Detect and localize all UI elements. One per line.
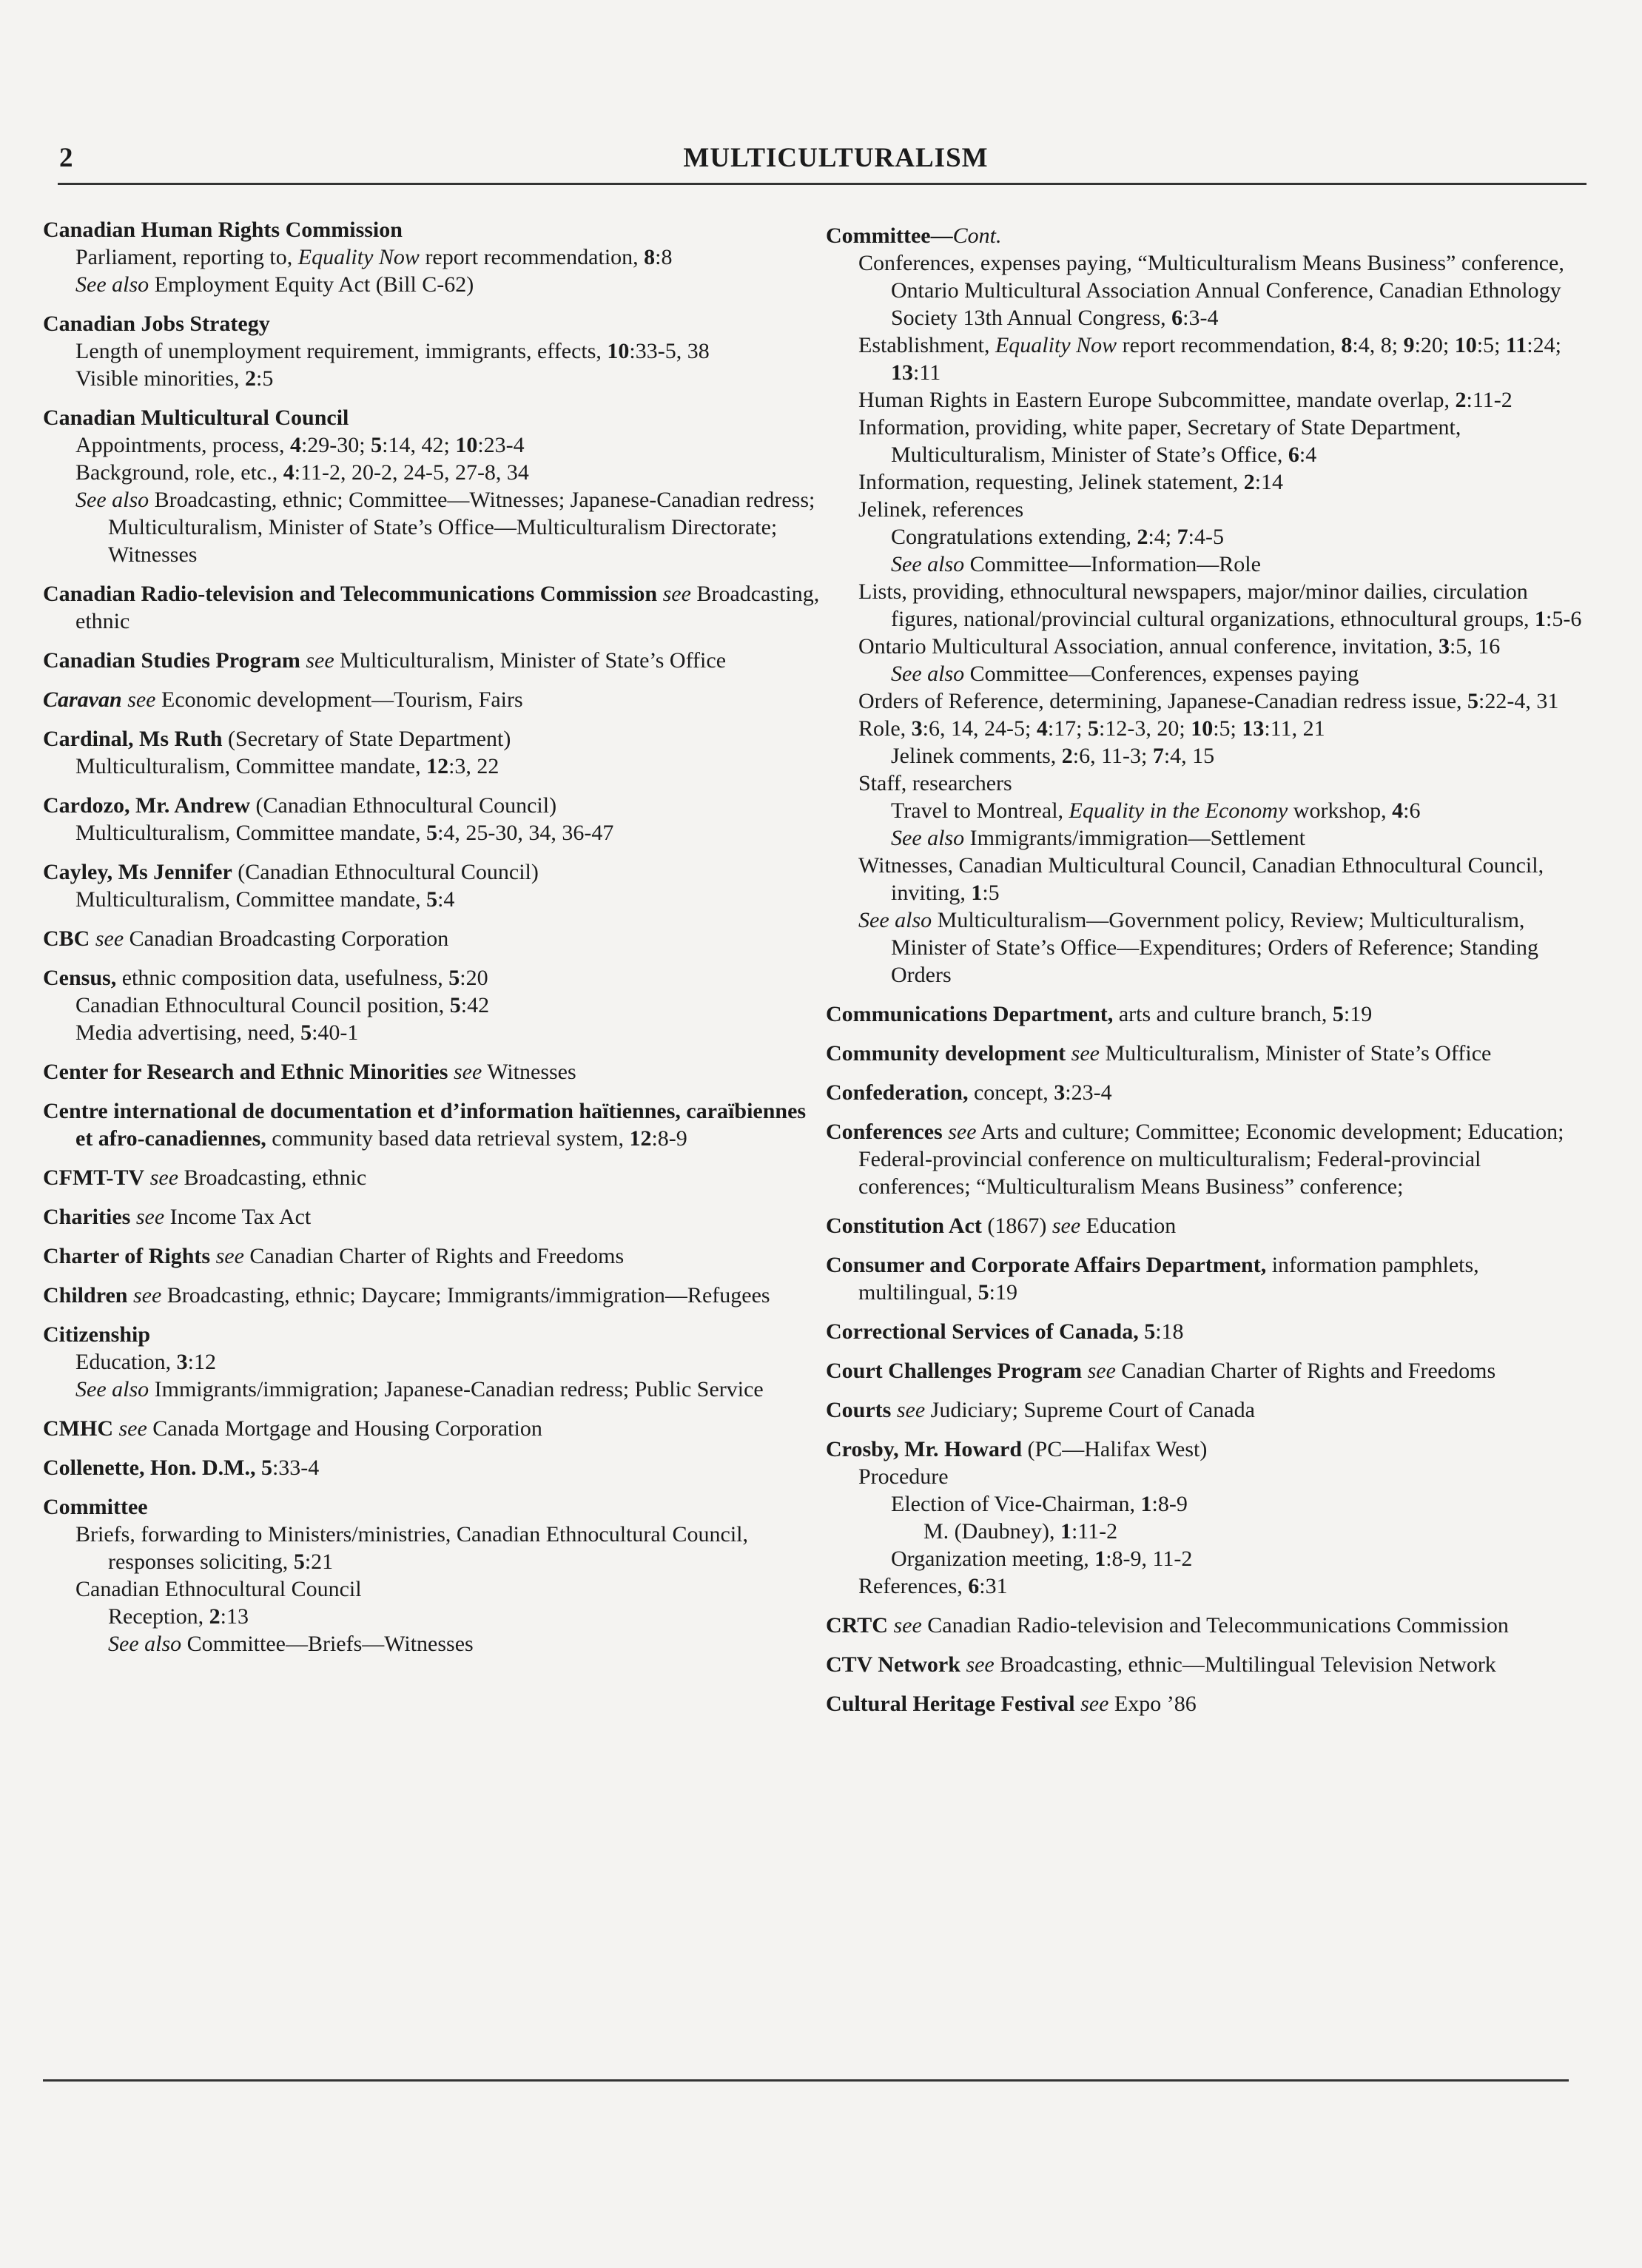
index-entry xyxy=(826,1612,1588,1639)
index-subentry: Congratulations extending, 2:4; 7:4-5 xyxy=(891,525,1224,549)
index-heading: Charities see Income Tax Act xyxy=(43,1205,312,1229)
index-heading: Canadian Human Rights Commission xyxy=(43,218,403,242)
right-column xyxy=(826,222,1588,1729)
index-subentry: Information, requesting, Jelinek statement, 2:14 xyxy=(858,470,1284,494)
index-heading: Courts see Judiciary; Supreme Court of Canada xyxy=(826,1398,1255,1422)
index-heading: Center for Research and Ethnic Minorities see Witnesses xyxy=(43,1060,576,1084)
index-entry xyxy=(826,1318,1588,1345)
index-subentry: Lists, providing, ethnocultural newspapers, major/minor dailies, circulation figures, national/provincial cultural organizations, ethnocultural groups, 1:5-6 xyxy=(858,579,1582,631)
running-title: MULTICULTURALISM xyxy=(683,143,989,173)
index-heading: Constitution Act (1867) see Education xyxy=(826,1214,1177,1238)
index-subentry: M. (Daubney), 1:11-2 xyxy=(923,1519,1118,1544)
index-subentry: Canadian Ethnocultural Council xyxy=(75,1577,362,1601)
index-entry xyxy=(826,1118,1588,1200)
index-entry xyxy=(43,1242,827,1270)
index-subentry: Election of Vice-Chairman, 1:8-9 xyxy=(891,1492,1188,1516)
left-column xyxy=(43,216,827,1669)
index-entry xyxy=(43,1058,827,1086)
index-heading: Conferences see Arts and culture; Committee; Economic development; Education; Federal-provincial conference on multiculturalism; Federal-provincial conferences; “Multiculturalism Means Business” conference; xyxy=(826,1120,1564,1199)
index-subentry: Length of unemployment requirement, immigrants, effects, 10:33-5, 38 xyxy=(75,339,710,363)
index-entry xyxy=(43,1454,827,1481)
index-heading: Canadian Studies Program see Multiculturalism, Minister of State’s Office xyxy=(43,648,727,673)
index-heading: Consumer and Corporate Affairs Department, information pamphlets, multilingual, 5:19 xyxy=(826,1253,1479,1305)
header-rule xyxy=(58,183,1587,185)
index-subentry: Appointments, process, 4:29-30; 5:14, 42; 10:23-4 xyxy=(75,433,525,457)
index-entry xyxy=(43,216,827,298)
index-subentry: See also Multiculturalism—Government policy, Review; Multiculturalism, Minister of State’s Office—Expenditures; Orders of Reference; Standing Orders xyxy=(858,908,1539,987)
index-entry xyxy=(826,1251,1588,1306)
index-subentry: Jelinek, references xyxy=(858,497,1024,522)
index-subentry: Background, role, etc., 4:11-2, 20-2, 24-5, 27-8, 34 xyxy=(75,460,529,485)
index-heading: Communications Department, arts and culture branch, 5:19 xyxy=(826,1002,1373,1026)
index-subentry: See also Committee—Information—Role xyxy=(891,552,1261,576)
index-entry xyxy=(43,580,827,635)
index-entry xyxy=(43,1321,827,1403)
index-heading: CFMT-TV see Broadcasting, ethnic xyxy=(43,1165,367,1190)
index-heading: Centre international de documentation et d’information haïtiennes, caraïbiennes et afro-canadiennes, community based data retrieval system, 12:8-9 xyxy=(43,1099,807,1151)
index-subentry: Witnesses, Canadian Multicultural Council, Canadian Ethnocultural Council, inviting, 1:5 xyxy=(858,853,1544,905)
index-subentry: Human Rights in Eastern Europe Subcommittee, mandate overlap, 2:11-2 xyxy=(858,388,1513,412)
index-subentry: Information, providing, white paper, Secretary of State Department, Multiculturalism, Minister of State’s Office, 6:4 xyxy=(858,415,1461,467)
index-heading: Cardozo, Mr. Andrew (Canadian Ethnocultural Council) xyxy=(43,793,557,818)
index-entry xyxy=(43,858,827,913)
index-heading: CMHC see Canada Mortgage and Housing Corporation xyxy=(43,1416,542,1441)
index-subentry: Briefs, forwarding to Ministers/ministries, Canadian Ethnocultural Council, responses soliciting, 5:21 xyxy=(75,1522,749,1574)
index-entry xyxy=(826,1079,1588,1106)
index-entry xyxy=(43,792,827,847)
index-subentry: Multiculturalism, Committee mandate, 12:3, 22 xyxy=(75,754,499,778)
index-heading: Caravan see Economic development—Tourism, Fairs xyxy=(43,687,523,712)
index-entry xyxy=(43,686,827,713)
index-heading: Community development see Multiculturalism, Minister of State’s Office xyxy=(826,1041,1492,1066)
index-heading: Canadian Radio-television and Telecommunications Commission see Broadcasting, ethnic xyxy=(43,582,820,633)
index-heading: Census, ethnic composition data, usefulness, 5:20 xyxy=(43,966,488,990)
index-entry xyxy=(43,1493,827,1658)
index-heading: CRTC see Canadian Radio-television and Telecommunications Commission xyxy=(826,1613,1509,1638)
index-heading: Confederation, concept, 3:23-4 xyxy=(826,1080,1112,1105)
index-entry xyxy=(826,1436,1588,1600)
index-subentry: Multiculturalism, Committee mandate, 5:4 xyxy=(75,887,455,912)
index-subentry: Multiculturalism, Committee mandate, 5:4, 25-30, 34, 36-47 xyxy=(75,821,614,845)
index-subentry: Education, 3:12 xyxy=(75,1350,216,1374)
index-subentry: See also Committee—Conferences, expenses paying xyxy=(891,662,1359,686)
index-entry xyxy=(826,1357,1588,1384)
index-entry xyxy=(43,964,827,1046)
index-entry xyxy=(43,925,827,952)
page-number: 2 xyxy=(59,143,73,173)
index-entry xyxy=(826,1212,1588,1239)
index-heading: Cayley, Ms Jennifer (Canadian Ethnocultural Council) xyxy=(43,860,539,884)
index-subentry: See also Broadcasting, ethnic; Committee—Witnesses; Japanese-Canadian redress; Multiculturalism, Minister of State’s Office—Multiculturalism Directorate; Witnesses xyxy=(75,488,815,567)
index-entry xyxy=(826,1000,1588,1028)
index-entry xyxy=(43,310,827,392)
index-subentry: Organization meeting, 1:8-9, 11-2 xyxy=(891,1547,1193,1571)
index-heading-continued: Committee—Cont. xyxy=(826,223,1002,248)
index-heading: Correctional Services of Canada, 5:18 xyxy=(826,1319,1184,1344)
index-heading: Cardinal, Ms Ruth (Secretary of State Department) xyxy=(43,727,511,751)
index-subentry: Travel to Montreal, Equality in the Economy workshop, 4:6 xyxy=(891,798,1421,823)
index-entry xyxy=(43,1164,827,1191)
index-entry xyxy=(43,647,827,674)
index-heading: CTV Network see Broadcasting, ethnic—Multilingual Television Network xyxy=(826,1652,1496,1677)
index-subentry: Canadian Ethnocultural Council position, 5:42 xyxy=(75,993,490,1017)
index-entry xyxy=(43,1415,827,1442)
index-heading: Court Challenges Program see Canadian Charter of Rights and Freedoms xyxy=(826,1359,1496,1383)
index-heading: Crosby, Mr. Howard (PC—Halifax West) xyxy=(826,1437,1208,1461)
index-heading: Canadian Jobs Strategy xyxy=(43,312,270,336)
index-subentry: Role, 3:6, 14, 24-5; 4:17; 5:12-3, 20; 10:5; 13:11, 21 xyxy=(858,716,1325,741)
index-subentry: See also Immigrants/immigration—Settlement xyxy=(891,826,1305,850)
index-subentry: Conferences, expenses paying, “Multiculturalism Means Business” conference, Ontario Multicultural Association Annual Conference, Canadian Ethnology Society 13th Annual Congress, 6:3-4 xyxy=(858,251,1564,330)
footer-rule xyxy=(43,2079,1569,2082)
index-heading: Canadian Multicultural Council xyxy=(43,406,349,430)
index-heading: Cultural Heritage Festival see Expo ’86 xyxy=(826,1692,1197,1716)
index-heading: Collenette, Hon. D.M., 5:33-4 xyxy=(43,1456,320,1480)
index-heading: Children see Broadcasting, ethnic; Daycare; Immigrants/immigration—Refugees xyxy=(43,1283,770,1308)
index-entry xyxy=(43,1097,827,1152)
index-entry xyxy=(43,725,827,780)
index-subentry: Staff, researchers xyxy=(858,771,1012,795)
index-subentry: Ontario Multicultural Association, annual conference, invitation, 3:5, 16 xyxy=(858,634,1501,659)
index-subentry: Establishment, Equality Now report recommendation, 8:4, 8; 9:20; 10:5; 11:24; 13:11 xyxy=(858,333,1561,385)
index-heading: CBC see Canadian Broadcasting Corporation xyxy=(43,926,449,951)
index-heading: Committee xyxy=(43,1495,148,1519)
index-heading: Charter of Rights see Canadian Charter of Rights and Freedoms xyxy=(43,1244,625,1268)
index-subentry: See also Employment Equity Act (Bill C-62) xyxy=(75,272,474,297)
index-entry xyxy=(826,1690,1588,1717)
index-subentry: Media advertising, need, 5:40-1 xyxy=(75,1020,359,1045)
index-subentry: References, 6:31 xyxy=(858,1574,1008,1598)
index-entry xyxy=(826,1040,1588,1067)
index-subentry: Jelinek comments, 2:6, 11-3; 7:4, 15 xyxy=(891,744,1215,768)
index-entry xyxy=(826,1651,1588,1678)
index-entry xyxy=(43,1282,827,1309)
index-entry xyxy=(43,404,827,568)
index-entry xyxy=(826,1396,1588,1424)
index-subentry: Parliament, reporting to, Equality Now report recommendation, 8:8 xyxy=(75,245,673,269)
index-subentry: See also Committee—Briefs—Witnesses xyxy=(108,1632,474,1656)
index-subentry: See also Immigrants/immigration; Japanese-Canadian redress; Public Service xyxy=(75,1377,764,1401)
index-heading: Citizenship xyxy=(43,1322,151,1347)
index-subentry: Procedure xyxy=(858,1464,949,1489)
index-subentry: Reception, 2:13 xyxy=(108,1604,249,1629)
index-entry xyxy=(43,1203,827,1231)
index-subentry: Orders of Reference, determining, Japanese-Canadian redress issue, 5:22-4, 31 xyxy=(858,689,1559,713)
index-entry xyxy=(826,222,1588,989)
index-subentry: Visible minorities, 2:5 xyxy=(75,366,274,391)
